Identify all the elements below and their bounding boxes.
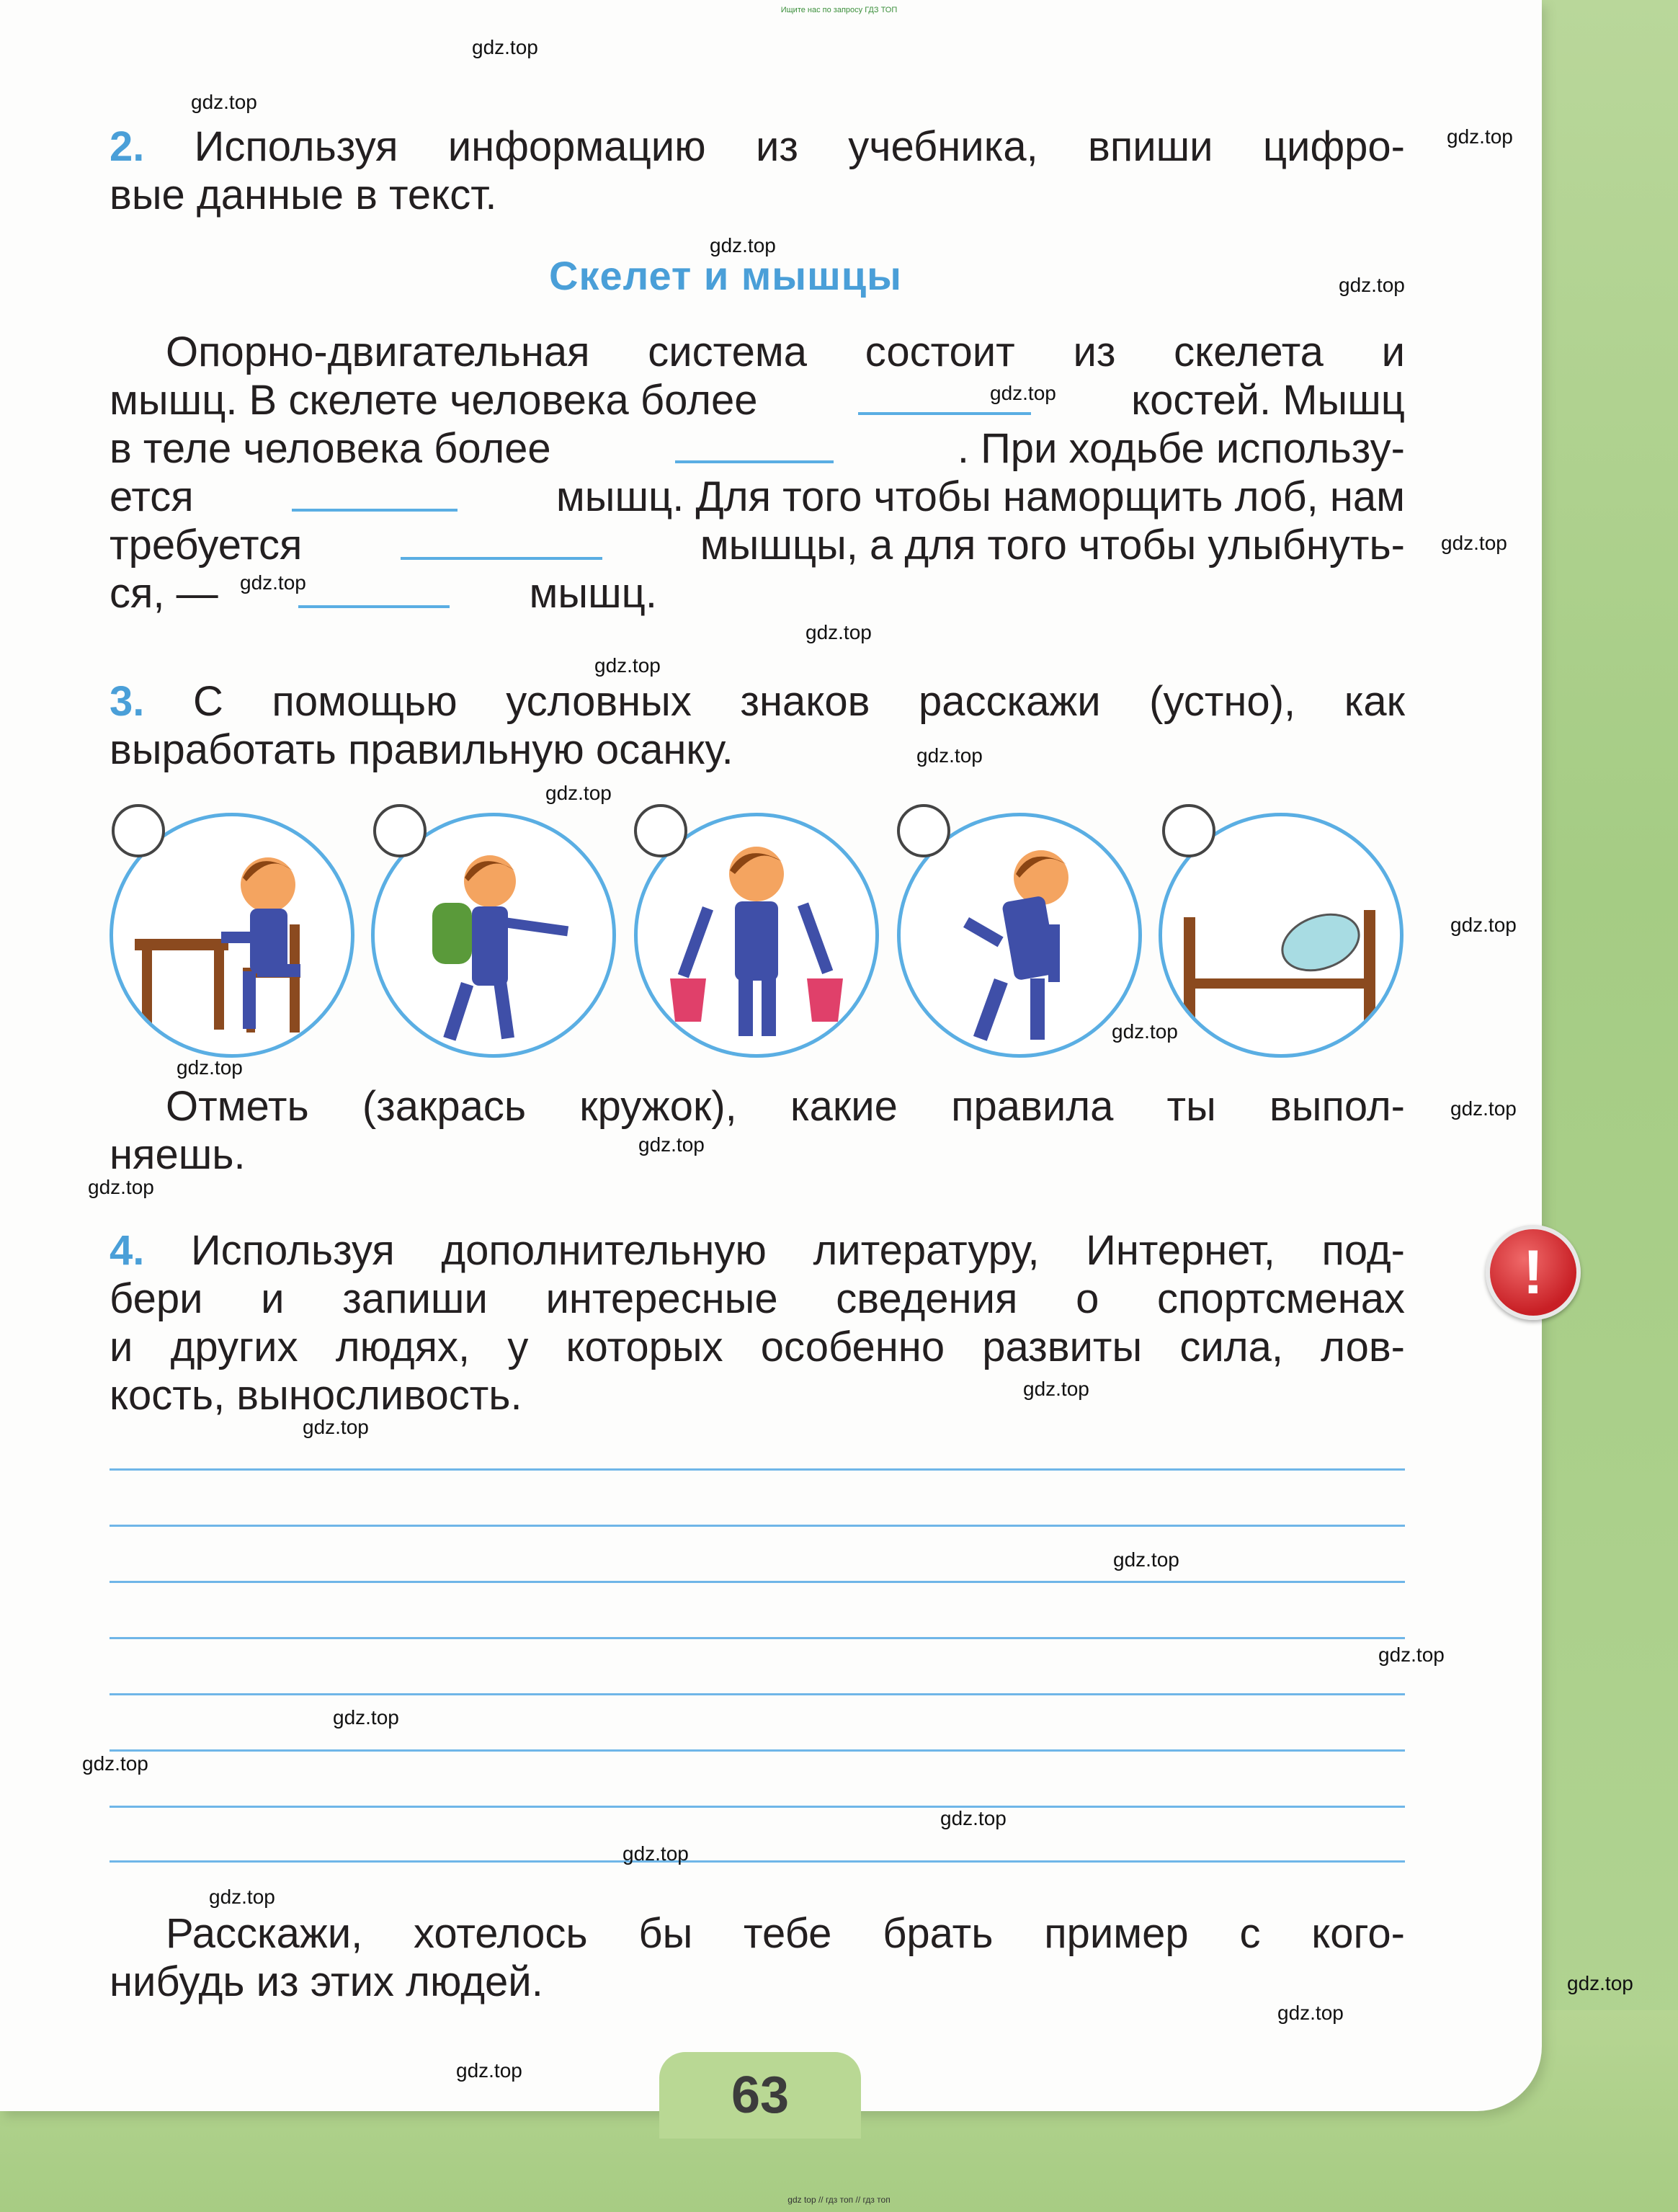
task3-instruction-line2: выработать правильную осанку. xyxy=(110,726,733,773)
watermark: gdz.top xyxy=(1450,1097,1517,1120)
task2-para-line5-end: мышцы, а для того чтобы улыбнуть- xyxy=(700,522,1405,568)
watermark: gdz.top xyxy=(1441,532,1507,554)
watermark: gdz.top xyxy=(940,1807,1007,1829)
rule-marker-3[interactable] xyxy=(634,804,687,857)
task2-instruction-line1 xyxy=(110,122,1405,171)
section-subtitle: Скелет и мышцы xyxy=(549,253,902,298)
task2-para-line4 xyxy=(110,473,1405,521)
watermark: gdz.top xyxy=(240,571,306,594)
bottom-banner: gdz top // гдз топ // гдз топ xyxy=(787,2195,891,2205)
watermark: gdz.top xyxy=(622,1842,689,1865)
watermark: gdz.top xyxy=(710,234,776,257)
watermark: gdz.top xyxy=(472,36,538,58)
watermark: gdz.top xyxy=(1378,1644,1445,1666)
watermark: gdz.top xyxy=(191,91,257,113)
rule-marker-5[interactable] xyxy=(1162,804,1215,857)
task2-para-line2 xyxy=(110,376,1405,424)
task2-para-line6-start: ся, — xyxy=(110,570,218,617)
alert-icon: ! xyxy=(1486,1225,1581,1320)
writing-line-4[interactable] xyxy=(110,1637,1405,1639)
task4-final-line1: Расскажи, хотелось бы тебе брать пример с кого- xyxy=(166,1910,1405,1957)
task3-number: 3. xyxy=(110,678,145,725)
task2-para-line1: Опорно-двигательная система состоит из скелета и xyxy=(166,329,1405,375)
answer-blank-muscles-total[interactable] xyxy=(675,424,834,463)
task2-para-line4-start: ется xyxy=(110,473,194,520)
task2-para-line4-end: мышц. Для того чтобы наморщить лоб, нам xyxy=(555,473,1405,520)
task2-para-line6-end: мышц. xyxy=(529,570,657,617)
task2-para-line3-end: . При ходьбе использу- xyxy=(957,425,1405,472)
writing-line-7[interactable] xyxy=(110,1806,1405,1808)
writing-line-2[interactable] xyxy=(110,1525,1405,1527)
rule-marker-2[interactable] xyxy=(373,804,427,857)
task3-instruction-line1 xyxy=(110,677,1405,726)
watermark: gdz.top xyxy=(1023,1378,1089,1400)
watermark: gdz.top xyxy=(638,1133,705,1156)
task4-instruction-line4: кость, выносливость. xyxy=(110,1372,522,1419)
watermark: gdz.top xyxy=(1112,1020,1178,1043)
watermark: gdz.top xyxy=(805,621,872,643)
writing-line-1[interactable] xyxy=(110,1468,1405,1471)
task4-instruction-line2: бери и запиши интересные сведения о спортсменах xyxy=(110,1275,1405,1322)
task2-line1-text: Используя информацию из учебника, впиши цифро- xyxy=(194,123,1405,170)
task2-para-line2-start: мышц. В скелете человека более xyxy=(110,377,758,424)
watermark: gdz.top xyxy=(456,2059,522,2082)
watermark: gdz.top xyxy=(545,782,612,804)
watermark: gdz.top xyxy=(1567,1972,1633,1994)
task2-number: 2. xyxy=(110,123,145,170)
task2-para-line3-start: в теле человека более xyxy=(110,425,551,472)
task4-final-line2: нибудь из этих людей. xyxy=(110,1958,543,2005)
task4-instruction-line1 xyxy=(110,1226,1405,1275)
task3-after-line2: няешь. xyxy=(110,1131,246,1178)
page-number: 63 xyxy=(659,2052,861,2139)
watermark: gdz.top xyxy=(177,1056,243,1079)
watermark: gdz.top xyxy=(1450,914,1517,936)
watermark: gdz.top xyxy=(1113,1548,1179,1571)
watermark: gdz.top xyxy=(1447,125,1513,148)
watermark: gdz.top xyxy=(88,1176,154,1198)
task2-para-line3 xyxy=(110,424,1405,473)
task4-number: 4. xyxy=(110,1227,145,1274)
task3-after-line1: Отметь (закрась кружок), какие правила ты выпол- xyxy=(166,1083,1405,1130)
watermark: gdz.top xyxy=(594,654,661,677)
writing-line-5[interactable] xyxy=(110,1693,1405,1695)
answer-blank-walking[interactable] xyxy=(292,473,458,512)
task4-instruction-line3: и других людях, у которых особенно развиты сила, лов- xyxy=(110,1324,1405,1370)
task2-para-line2-end: костей. Мышц xyxy=(1131,377,1405,424)
task3-line1-text: С помощью условных знаков расскажи (устно), как xyxy=(192,678,1405,725)
watermark: gdz.top xyxy=(333,1706,399,1729)
watermark: gdz.top xyxy=(1277,2002,1344,2024)
watermark: gdz.top xyxy=(1339,274,1405,296)
watermark: gdz.top xyxy=(209,1886,275,1908)
answer-blank-forehead[interactable] xyxy=(401,521,602,560)
watermark: gdz.top xyxy=(82,1752,148,1775)
task2-instruction-line2: вые данные в текст. xyxy=(110,171,497,218)
task2-para-line5 xyxy=(110,521,1405,569)
writing-line-8[interactable] xyxy=(110,1860,1405,1863)
watermark: gdz.top xyxy=(303,1416,369,1438)
watermark: gdz.top xyxy=(990,382,1056,404)
task4-line1-text: Используя дополнительную литературу, Интернет, под- xyxy=(190,1227,1405,1274)
task2-para-line5-start: требуется xyxy=(110,522,303,568)
answer-blank-smile[interactable] xyxy=(298,569,450,608)
rule-marker-4[interactable] xyxy=(897,804,950,857)
rule-marker-1[interactable] xyxy=(112,804,165,857)
task2-para-line6 xyxy=(110,569,657,617)
top-banner: Ищите нас по запросу ГДЗ ТОП xyxy=(780,6,898,14)
writing-line-3[interactable] xyxy=(110,1581,1405,1583)
watermark: gdz.top xyxy=(916,744,983,767)
writing-line-6[interactable] xyxy=(110,1749,1405,1752)
